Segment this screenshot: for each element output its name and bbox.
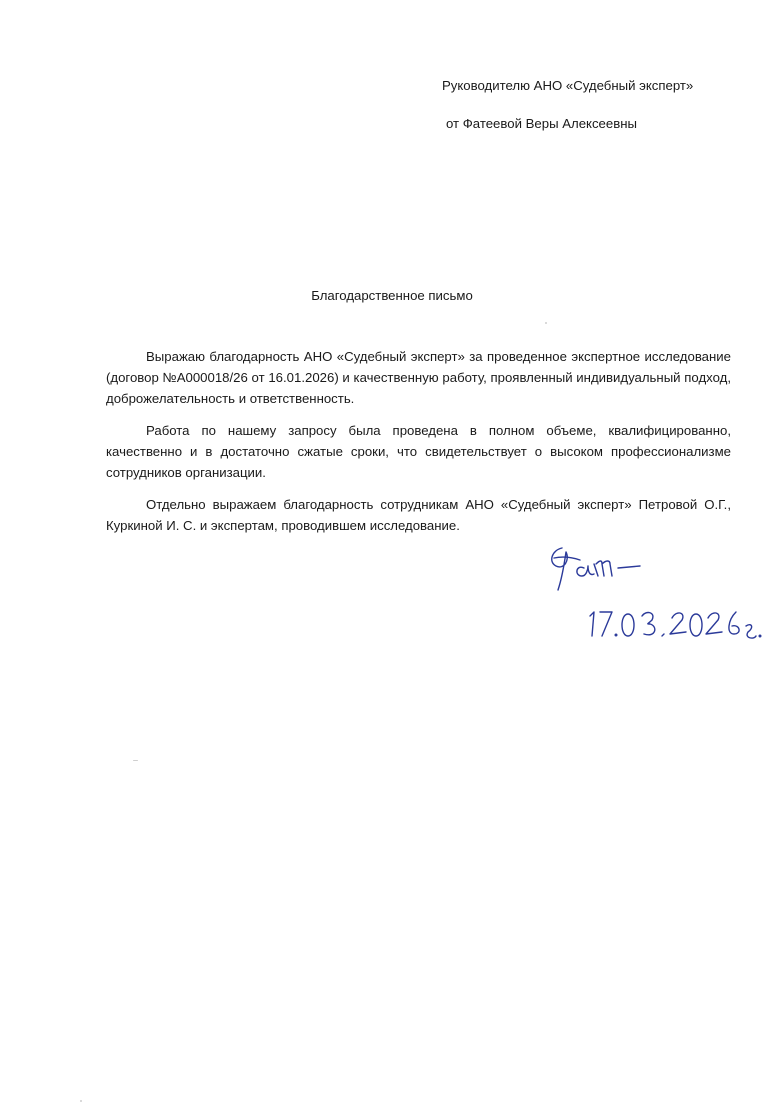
body-paragraph: Работа по нашему запросу была проведена в полном объеме, квалифицированно, качественно и в достаточно сжатые сроки, что свидетельствует о высоком профессионализме сотрудников организации. [106,423,731,480]
letter-body [106,346,731,547]
body-paragraph: Выражаю благодарность АНО «Судебный эксперт» за проведенное экспертное исследование (договор №А000018/26 от 16.01.2026) и качественную работу, проявленный индивидуальный подход, доброжелательность и ответственность. [106,349,731,406]
scan-speck [545,322,547,324]
handwritten-signature [540,538,660,598]
scan-speck [133,760,138,761]
letter-title: Благодарственное письмо [311,288,473,303]
addressee-recipient: Руководителю АНО «Судебный эксперт» [442,78,694,93]
addressee-sender: от Фатеевой Веры Алексеевны [446,116,637,131]
handwritten-date [584,598,764,648]
body-paragraph: Отдельно выражаем благодарность сотрудникам АНО «Судебный эксперт» Петровой О.Г., Куркиной И. С. и экспертам, проводившем исследование. [106,497,731,533]
addressee-block [442,77,693,133]
scan-speck [80,1100,82,1102]
